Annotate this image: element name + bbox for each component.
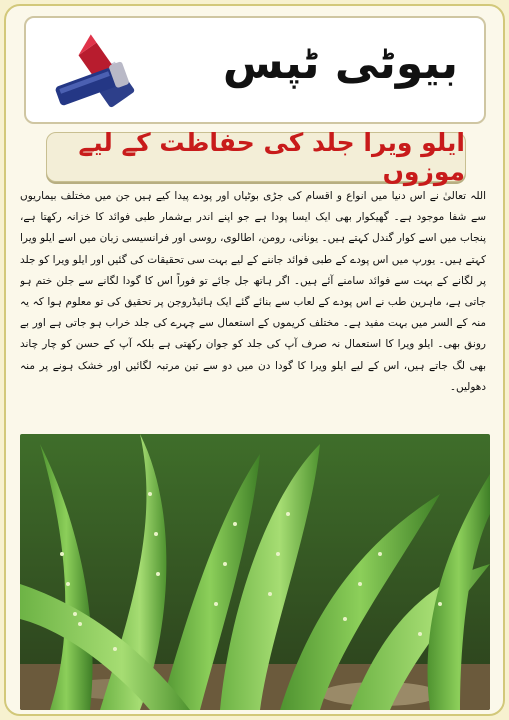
article-headline: ایلو ویرا جلد کی حفاظت کے لیے موزوں [78, 128, 465, 186]
aloe-vera-photo [20, 434, 490, 710]
article-body [20, 186, 486, 424]
headline-box [46, 128, 466, 186]
article-paragraph: اللہ تعالیٰ نے اس دنیا میں انواع و اقسام کی جڑی بوٹیاں اور پودے پیدا کیے ہیں جن میں مختلف بیماریوں سے شفا موجود ہے۔ گھیکوار بھی ایک ایسا پودا ہے جو اپنے اندر بےشمار طبی فوائد کا خزانہ رکھتا ہے، پنجاب میں اسے کوار گندل کہتے ہیں۔ یونانی، رومن، اطالوی، روسی اور فرانسیسی زبان میں اسے ایلو ویرا کہتے ہیں۔ یورپ میں اس پودے کے طبی فوائد جاننے کے لیے بہت سی تحقیقات کی گئیں اور ایلو ویرا کو جلد پر لگانے کے بہت سے فوائد سامنے آئے ہیں۔ اگر ہاتھ جل جائے تو فوراً اس کا گودا لگانے سے جلن ختم ہو جاتی ہے، ماہرین طب نے اس پودے کے لعاب سے بنائے گئے ایک ہائیڈروجن پر تحقیق کی تو معلوم ہوا کہ یہ منہ کے السر میں بہت مفید ہے۔ مختلف کریموں کے استعمال سے چہرے کی جلد خراب ہو جاتی ہے اور بے رونق بھی۔ ایلو ویرا کا استعمال نہ صرف آپ کی جلد کو جوان رکھتی ہے بلکہ آپ کے حسن کو چار چاند بھی لگ جاتے ہیں، اس کے لیے ایلو ویرا کا گودا دن میں دو سے تین مرتبہ لگائیں اور خشک ہونے پر منہ دھولیں۔ [20, 190, 486, 393]
page-frame [4, 4, 505, 716]
section-title: بیوٹی ٹپس [222, 38, 458, 89]
header-banner [24, 16, 486, 124]
aloe-vera-plant-illustration [20, 434, 490, 710]
lipstick-icon [48, 26, 158, 116]
